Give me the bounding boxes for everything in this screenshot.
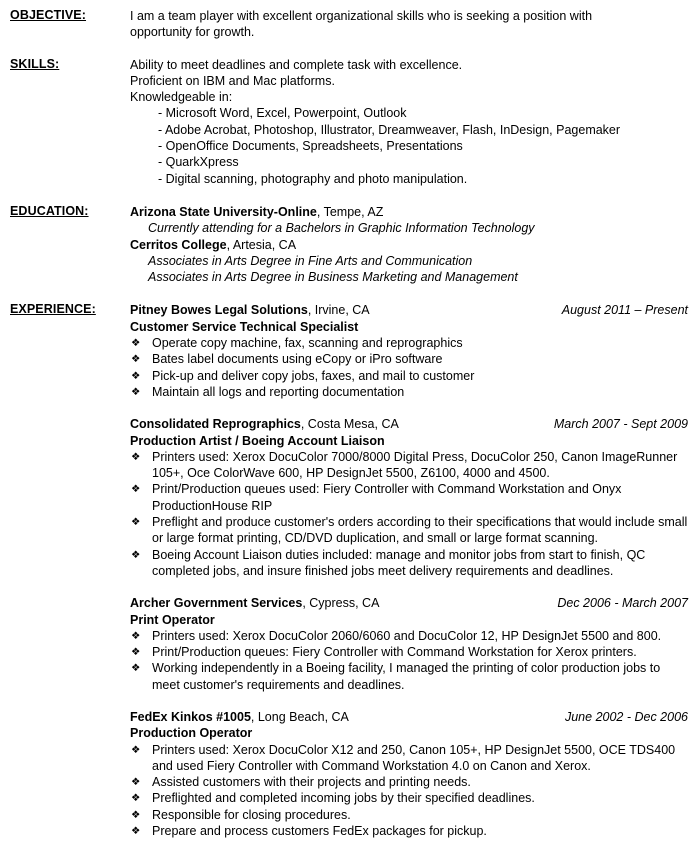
diamond-bullet-icon: ❖ <box>131 743 141 756</box>
skills-item: - Microsoft Word, Excel, Powerpoint, Outlook <box>158 106 407 121</box>
diamond-bullet-icon: ❖ <box>131 825 141 838</box>
skills-item: - OpenOffice Documents, Spreadsheets, Presentations <box>158 139 463 154</box>
job-bullet-text: Preflighted and completed incoming jobs by their specified deadlines. <box>152 791 535 806</box>
job-company-name: FedEx Kinkos #1005 <box>130 709 251 724</box>
objective-line: opportunity for growth. <box>130 25 255 40</box>
section-body-experience <box>130 302 700 839</box>
education-school-name: Cerritos College <box>130 237 227 252</box>
job-company <box>130 709 349 725</box>
job-bullet-list <box>130 742 688 840</box>
job-bullet <box>130 742 688 775</box>
diamond-bullet-icon: ❖ <box>131 776 141 789</box>
diamond-bullet-icon: ❖ <box>131 629 141 642</box>
job-bullet <box>130 823 688 839</box>
job-bullet-text: Print/Production queues: Fiery Controller with Command Workstation for Xerox printers. <box>152 645 637 660</box>
job-header <box>130 595 688 611</box>
job-bullet-text: Responsible for closing procedures. <box>152 807 351 822</box>
education-school-name: Arizona State University-Online <box>130 204 317 219</box>
education-degree: Currently attending for a Bachelors in Graphic Information Technology <box>148 221 535 236</box>
diamond-bullet-icon: ❖ <box>131 646 141 659</box>
diamond-bullet-icon: ❖ <box>131 353 141 366</box>
job-company-name: Archer Government Services <box>130 596 303 611</box>
job-bullet-text: Boeing Account Liaison duties included: manage and monitor jobs from start to finish, QC completed jobs, and insure finished jobs meet delivery requirements and deadlines. <box>152 547 646 578</box>
job-bullet <box>130 351 688 367</box>
section-body-education <box>130 204 700 285</box>
job-bullet-text: Pick-up and deliver copy jobs, faxes, and mail to customer <box>152 368 475 383</box>
spacer-education-experience <box>0 285 700 302</box>
job-date: March 2007 - Sept 2009 <box>553 417 688 432</box>
section-education <box>0 204 700 285</box>
job-location: , Irvine, CA <box>307 303 370 318</box>
diamond-bullet-icon: ❖ <box>131 483 141 496</box>
job-bullet <box>130 628 688 644</box>
section-body-skills <box>130 57 700 187</box>
section-experience <box>0 302 700 839</box>
job-company <box>130 595 379 611</box>
experience-job <box>130 302 688 400</box>
job-location: , Costa Mesa, CA <box>300 417 399 432</box>
job-bullet <box>130 774 688 790</box>
diamond-bullet-icon: ❖ <box>131 548 141 561</box>
job-bullet-text: Print/Production queues used: Fiery Controller with Command Workstation and Onyx ProductionHouse RIP <box>152 482 622 513</box>
job-bullet <box>130 449 688 482</box>
section-label-education: EDUCATION: <box>10 203 89 218</box>
job-company <box>130 302 370 318</box>
job-title: Print Operator <box>130 612 215 627</box>
diamond-bullet-icon: ❖ <box>131 516 141 529</box>
job-bullet <box>130 807 688 823</box>
skills-item: - QuarkXpress <box>158 155 239 170</box>
job-date: Dec 2006 - March 2007 <box>557 596 688 611</box>
job-date: June 2002 - Dec 2006 <box>564 709 688 724</box>
job-bullet-text: Printers used: Xerox DocuColor X12 and 250, Canon 105+, HP DesignJet 5500, OCE TDS400 and used Fiery Controller with Command Workstation 4.0 on Canon and Xerox. <box>152 742 676 773</box>
job-bullet <box>130 481 688 514</box>
job-bullet-text: Prepare and process customers FedEx packages for pickup. <box>152 824 487 839</box>
top-spacer <box>0 0 700 8</box>
skills-item: - Digital scanning, photography and photo manipulation. <box>158 171 468 186</box>
job-location: , Long Beach, CA <box>250 709 349 724</box>
section-label-objective: OBJECTIVE: <box>10 8 87 22</box>
job-bullet <box>130 790 688 806</box>
job-date: August 2011 – Present <box>561 303 688 318</box>
diamond-bullet-icon: ❖ <box>131 369 141 382</box>
job-bullet <box>130 384 688 400</box>
skills-line: Proficient on IBM and Mac platforms. <box>130 73 335 88</box>
job-bullet-text: Bates label documents using eCopy or iPro software <box>152 352 443 367</box>
section-objective <box>0 8 700 41</box>
job-company-name: Pitney Bowes Legal Solutions <box>130 303 308 318</box>
diamond-bullet-icon: ❖ <box>131 792 141 805</box>
job-title: Production Operator <box>130 726 253 741</box>
job-header <box>130 709 688 725</box>
job-bullet <box>130 547 688 580</box>
job-bullet-text: Maintain all logs and reporting documentation <box>152 384 405 399</box>
job-bullet <box>130 644 688 660</box>
objective-line: I am a team player with excellent organizational skills who is seeking a position with <box>130 9 593 23</box>
job-bullet-text: Working independently in a Boeing facility, I managed the printing of color production jobs to meet customer's requirements and deadlines. <box>152 661 661 692</box>
spacer-job <box>130 579 688 595</box>
education-school-location: , Artesia, CA <box>226 237 297 252</box>
section-label-skills: SKILLS: <box>10 56 60 71</box>
diamond-bullet-icon: ❖ <box>131 450 141 463</box>
job-header <box>130 302 688 318</box>
job-location: , Cypress, CA <box>302 596 380 611</box>
diamond-bullet-icon: ❖ <box>131 808 141 821</box>
skills-item: - Adobe Acrobat, Photoshop, Illustrator, Dreamweaver, Flash, InDesign, Pagemaker <box>158 122 621 137</box>
job-bullet <box>130 368 688 384</box>
job-company <box>130 416 399 432</box>
section-skills <box>0 57 700 187</box>
job-bullet-text: Preflight and produce customer's orders according to their specifications that would include small or large format printing, CD/DVD duplication, and small or large format scanning. <box>152 515 688 546</box>
section-label-experience: EXPERIENCE: <box>10 302 96 317</box>
education-entry <box>130 237 688 253</box>
diamond-bullet-icon: ❖ <box>131 337 141 350</box>
spacer-job <box>130 400 688 416</box>
job-title: Customer Service Technical Specialist <box>130 319 359 334</box>
experience-job <box>130 416 688 579</box>
skills-line: Ability to meet deadlines and complete task with excellence. <box>130 57 463 72</box>
job-title: Production Artist / Boeing Account Liaison <box>130 433 385 448</box>
spacer-skills-education <box>0 187 700 204</box>
job-bullet-text: Operate copy machine, fax, scanning and reprographics <box>152 336 463 351</box>
education-degree: Associates in Arts Degree in Business Marketing and Management <box>148 270 518 285</box>
job-bullet-text: Printers used: Xerox DocuColor 2060/6060 and DocuColor 12, HP DesignJet 5500 and 800. <box>152 628 662 643</box>
spacer-objective-skills <box>0 41 700 57</box>
skills-line: Knowledgeable in: <box>130 90 233 105</box>
experience-job <box>130 595 688 693</box>
job-company-name: Consolidated Reprographics <box>130 417 301 432</box>
diamond-bullet-icon: ❖ <box>131 662 141 675</box>
education-school-location: , Tempe, AZ <box>316 204 384 219</box>
job-bullet-list <box>130 449 688 579</box>
diamond-bullet-icon: ❖ <box>131 385 141 398</box>
job-bullet-text: Printers used: Xerox DocuColor 7000/8000 Digital Press, DocuColor 250, Canon ImageRunner 105+, Oce ColorWave 600, HP DesignJet 5500, Z6100, 4000 and 4500. <box>152 449 678 481</box>
education-degree: Associates in Arts Degree in Fine Arts and Communication <box>148 253 473 268</box>
job-bullet <box>130 335 688 351</box>
spacer-job <box>130 693 688 709</box>
job-bullet <box>130 660 688 693</box>
job-bullet <box>130 514 688 547</box>
job-header <box>130 416 688 432</box>
section-body-objective <box>130 8 700 41</box>
education-entry <box>130 204 688 220</box>
job-bullet-list <box>130 628 688 693</box>
job-bullet-list <box>130 335 688 400</box>
job-bullet-text: Assisted customers with their projects and printing needs. <box>152 775 471 790</box>
experience-job <box>130 709 688 839</box>
